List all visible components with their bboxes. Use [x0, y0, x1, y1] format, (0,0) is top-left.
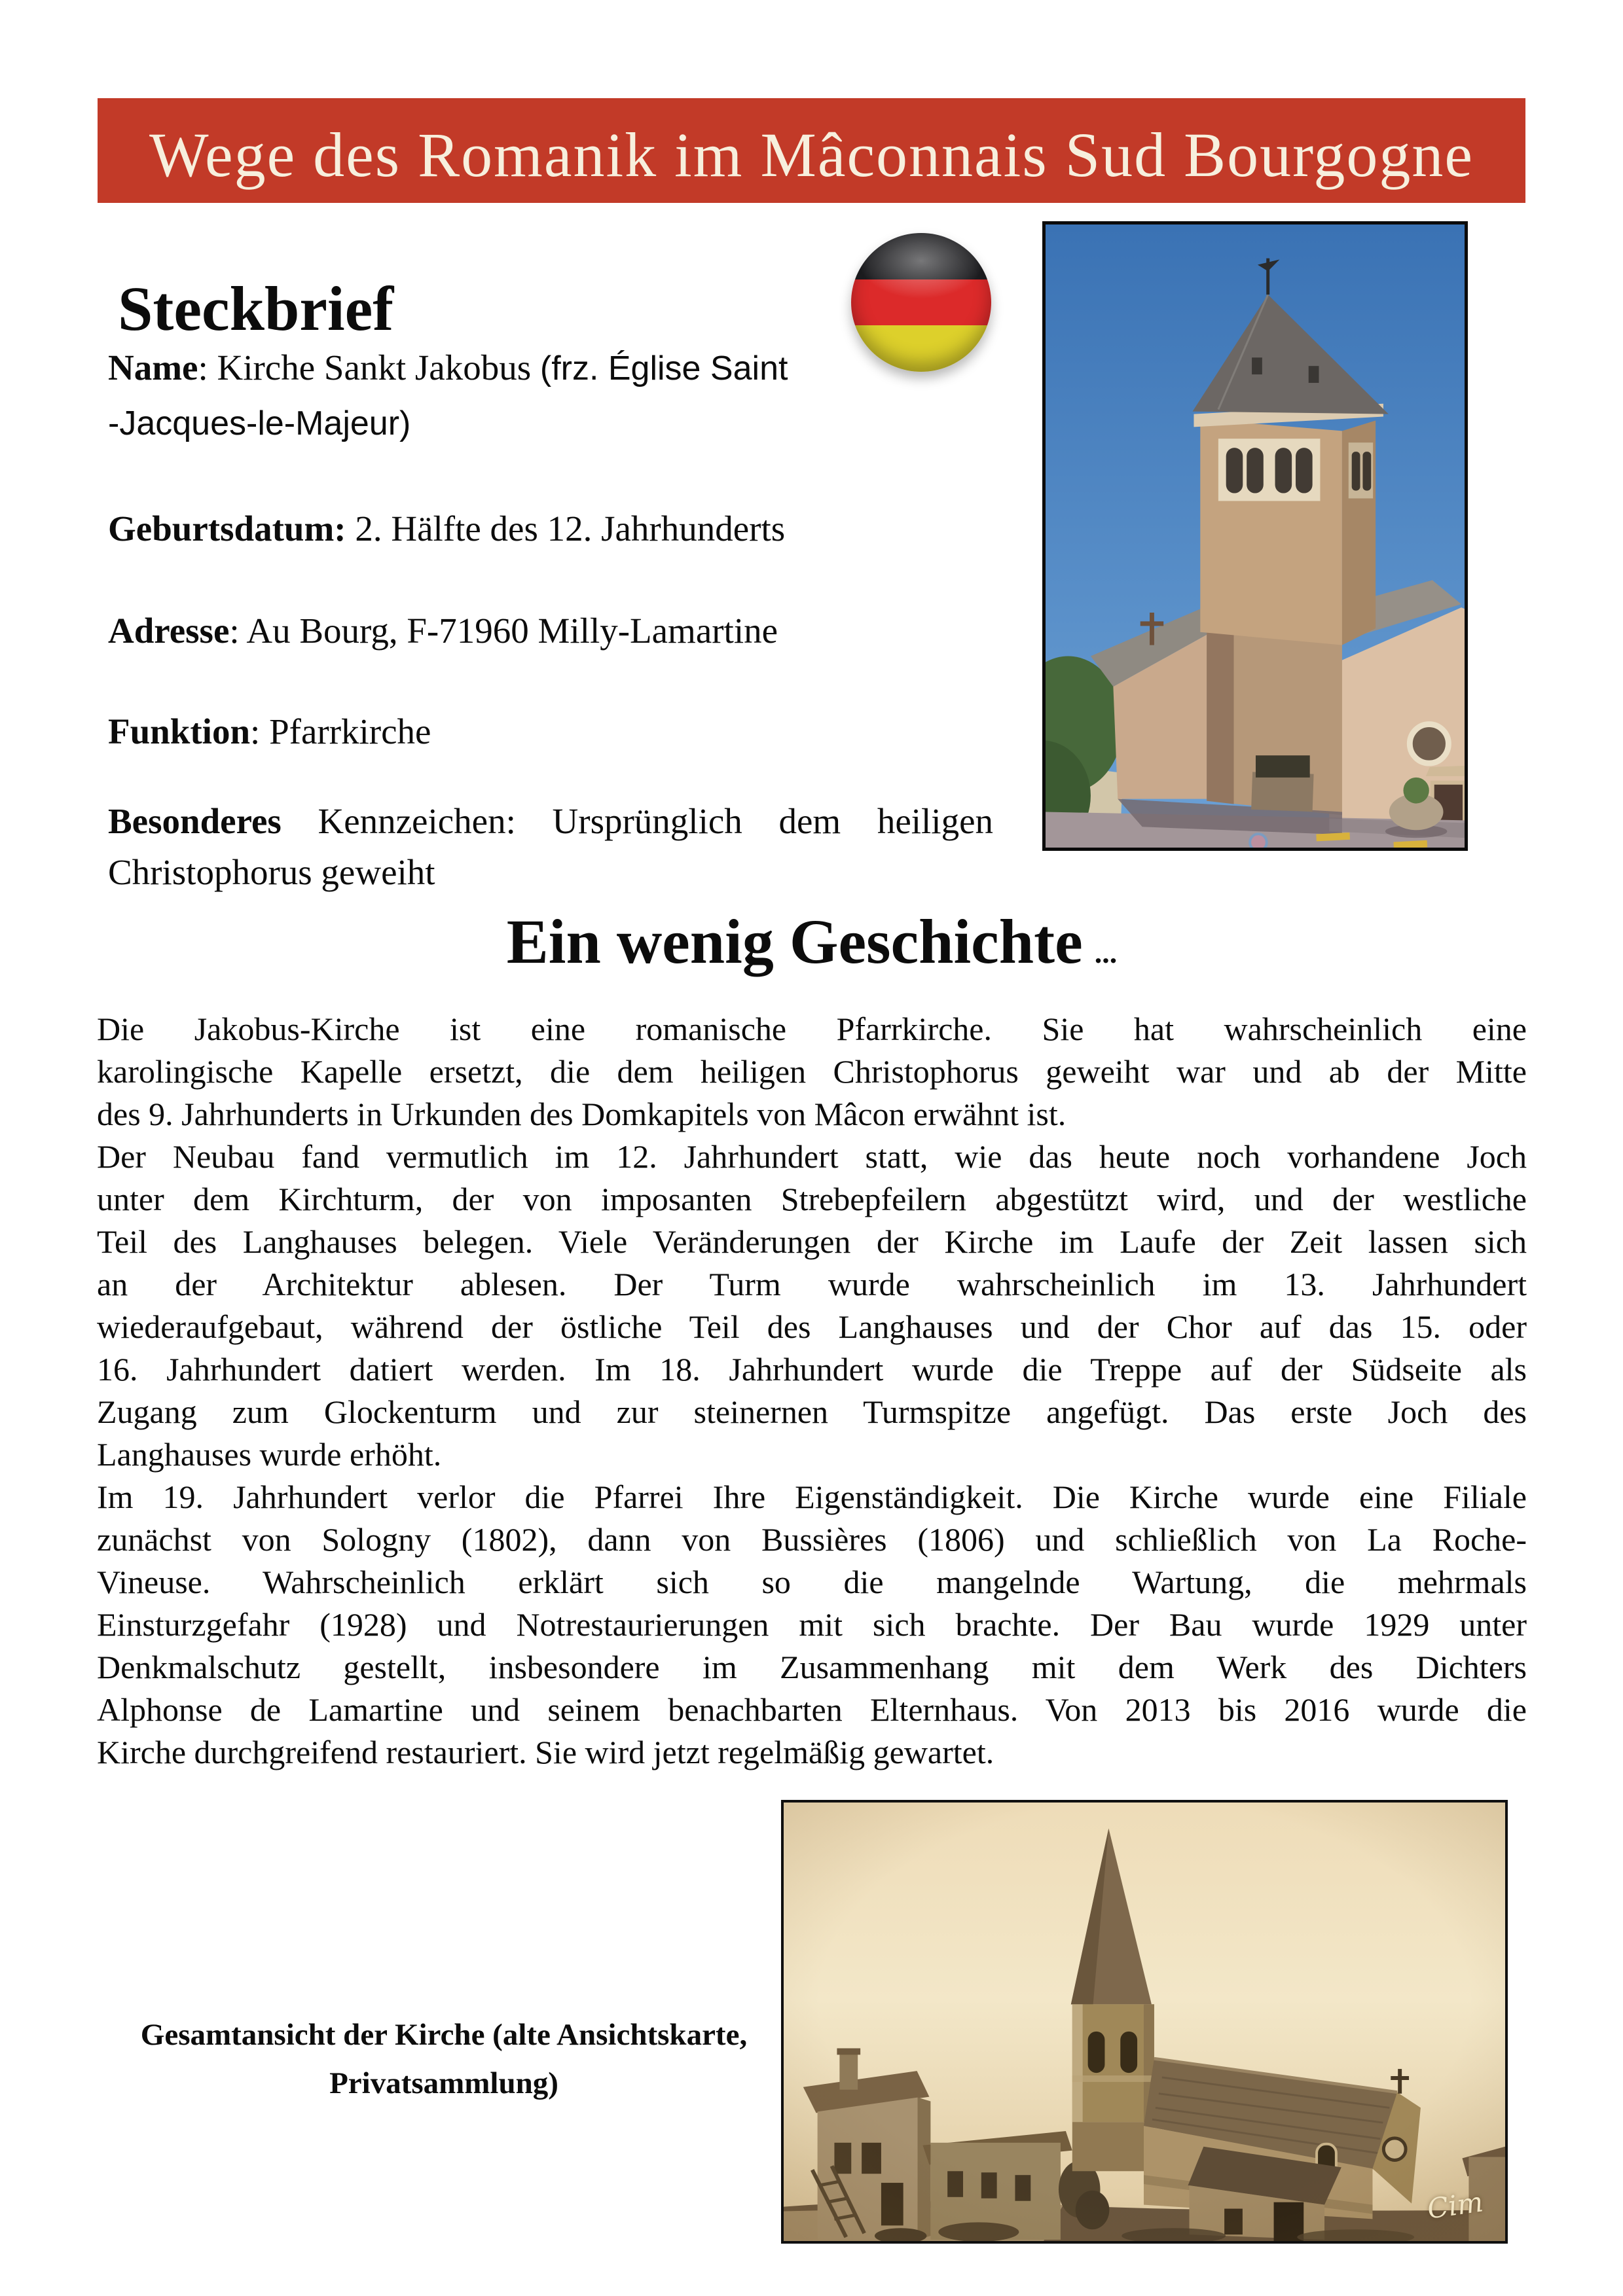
history-body — [97, 1008, 1527, 1774]
postcard-publisher-logo: Cim — [1425, 2185, 1485, 2225]
history-heading — [97, 907, 1527, 977]
stone-planter — [1256, 755, 1310, 778]
church-photo-illustration — [1046, 224, 1465, 848]
field-besonderes — [108, 796, 993, 898]
history-line: zunächst von Sologny (1802), dann von Bussières (1806) und schließlich von La Roche- — [97, 1521, 1527, 1558]
history-line: an der Architektur ablesen. Der Turm wurde wahrscheinlich im 13. Jahrhundert — [97, 1266, 1527, 1302]
history-line: Alphonse de Lamartine und seinem benachbarten Elternhaus. Von 2013 bis 2016 wurde die — [97, 1691, 1527, 1728]
history-line: Vineuse. Wahrscheinlich erklärt sich so die mangelnde Wartung, die mehrmals — [97, 1564, 1527, 1600]
field-name-line1: Name: Kirche Sankt Jakobus (frz. Église Saint — [108, 348, 788, 387]
postcard-caption-line1: Gesamtansicht der Kirche (alte Ansichtskarte, — [140, 2018, 748, 2052]
oculus-window — [1410, 725, 1448, 764]
field-besonderes-label: Besonderes — [108, 801, 282, 841]
banner — [98, 98, 1525, 203]
history-heading-text: Ein wenig Geschichte — [506, 906, 1083, 977]
postcard-caption-line2: Privatsammlung) — [329, 2066, 558, 2100]
field-adresse: Adresse: Au Bourg, F-71960 Milly-Lamartine — [108, 611, 778, 651]
history-line: Zugang zum Glockenturm und zur steinernen Turmspitze angefügt. Das erste Joch des — [97, 1393, 1527, 1430]
steckbrief-heading: Steckbrief — [118, 274, 394, 344]
history-line: Im 19. Jahrhundert verlor die Pfarrei Ihre Eigenständigkeit. Die Kirche wurde eine Filiale — [97, 1479, 1527, 1515]
history-line: des 9. Jahrhunderts in Urkunden des Domkapitels von Mâcon erwähnt ist. — [97, 1096, 1067, 1132]
postcard-illustration — [784, 1803, 1505, 2241]
field-adresse-label: Adresse — [108, 611, 230, 651]
banner-title: Wege des Romanik im Mâconnais Sud Bourgogne — [149, 120, 1474, 190]
church-photo-postcard — [781, 1800, 1508, 2244]
field-besonderes-line2: Christophorus geweiht — [108, 852, 435, 892]
history-line: Langhauses wurde erhöht. — [97, 1436, 442, 1473]
history-heading-dots: ... — [1094, 936, 1118, 969]
history-line: Die Jakobus-Kirche ist eine romanische Pfarrkirche. Sie hat wahrscheinlich eine — [97, 1011, 1527, 1047]
postcard-caption — [117, 2011, 771, 2108]
field-name — [108, 340, 881, 451]
history-line: karolingische Kapelle ersetzt, die dem heiligen Christophorus geweiht war und ab der Mitte — [97, 1053, 1527, 1090]
history-line: Der Neubau fand vermutlich im 12. Jahrhundert statt, wie das heute noch vorhandene Joch — [97, 1138, 1527, 1175]
history-line: Teil des Langhauses belegen. Viele Veränderungen der Kirche im Laufe der Zeit lassen sich — [97, 1223, 1527, 1260]
field-geburtsdatum-label: Geburtsdatum: — [108, 509, 346, 548]
church-photo-modern — [1042, 221, 1468, 851]
field-geburtsdatum: Geburtsdatum: 2. Hälfte des 12. Jahrhunderts — [108, 509, 786, 548]
history-line: 16. Jahrhundert datiert werden. Im 18. Jahrhundert wurde die Treppe auf der Südseite als — [97, 1351, 1527, 1388]
history-line: wiederaufgebaut, während der östliche Teil des Langhauses und der Chor auf das 15. oder — [97, 1308, 1527, 1345]
field-funktion: Funktion: Pfarrkirche — [108, 711, 431, 751]
history-line: unter dem Kirchturm, der von imposanten Strebepfeilern abgestützt wird, und der westliche — [97, 1181, 1527, 1217]
field-name-line2: -Jacques-le-Majeur) — [108, 404, 411, 442]
history-line: Einsturzgefahr (1928) und Notrestaurierungen mit sich brachte. Der Bau wurde 1929 unter — [97, 1606, 1527, 1643]
history-line: Denkmalschutz gestellt, insbesondere im Zusammenhang mit dem Werk des Dichters — [97, 1649, 1527, 1685]
field-funktion-label: Funktion — [108, 711, 251, 751]
history-line: Kirche durchgreifend restauriert. Sie wird jetzt regelmäßig gewartet. — [97, 1734, 994, 1770]
field-name-label: Name — [108, 348, 198, 387]
field-besonderes-line1: Besonderes Kennzeichen: Ursprünglich dem heiligen — [108, 801, 993, 841]
